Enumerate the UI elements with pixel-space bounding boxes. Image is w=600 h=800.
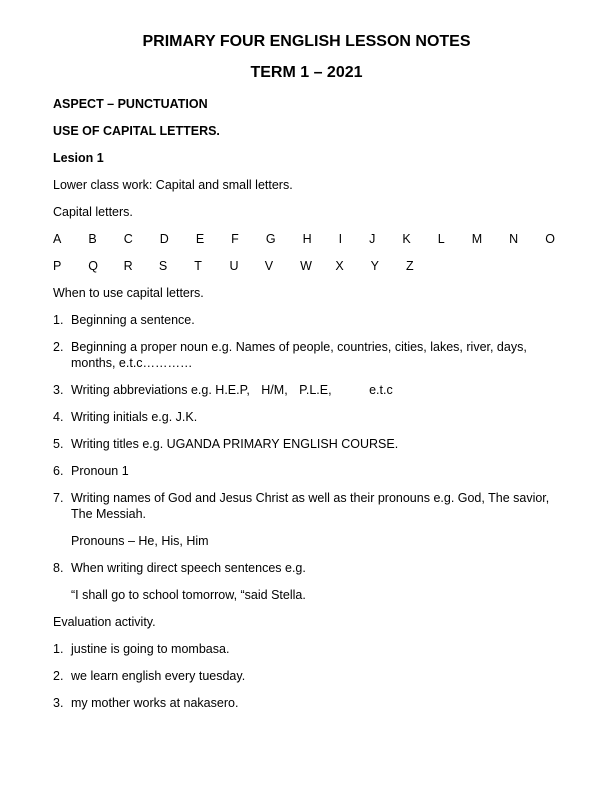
- capital-letters-label: Capital letters.: [53, 205, 133, 219]
- list-item: 1. justine is going to mombasa.: [53, 642, 230, 656]
- when-to-use-label: When to use capital letters.: [53, 286, 204, 300]
- list-item: 1. Beginning a sentence.: [53, 313, 195, 327]
- alphabet-letter: D: [159, 232, 169, 246]
- speech-example: “I shall go to school tomorrow, “said Stella.: [71, 588, 306, 602]
- list-item: 4. Writing initials e.g. J.K.: [53, 410, 198, 424]
- list-item: 2. Beginning a proper noun e.g. Names of people, countries, cities, lakes, river, days, months, e.t.c…………: [53, 340, 527, 370]
- capital-rules-list: [53, 312, 560, 522]
- alphabet-letter: J: [369, 232, 376, 246]
- term-heading: TERM 1 – 2021: [250, 64, 363, 81]
- list-item: 3. Writing abbreviations e.g. H.E.P, H/M, P.L.E, e.t.c: [53, 383, 393, 397]
- alphabet-letter: V: [264, 259, 274, 273]
- list-item: 6. Pronoun 1: [53, 464, 129, 478]
- aspect-heading: ASPECT – PUNCTUATION: [53, 97, 208, 111]
- alphabet-letter: H: [302, 232, 312, 246]
- alphabet-letter: K: [402, 232, 411, 246]
- pronouns-note: Pronouns – He, His, Him: [71, 534, 209, 548]
- alphabet-letter: U: [229, 259, 239, 273]
- list-item: 3. my mother works at nakasero.: [53, 696, 239, 710]
- alphabet-letter: M: [471, 232, 483, 246]
- alphabet-letter: Q: [88, 259, 99, 273]
- alphabet-letter: A: [53, 232, 62, 246]
- alphabet-letter: E: [195, 232, 205, 246]
- alphabet-letter: L: [437, 232, 445, 246]
- list-item: 7. Writing names of God and Jesus Christ as well as their pronouns e.g. God, The savior, The Messiah.: [53, 491, 550, 521]
- capital-rules-list-continued: [53, 560, 560, 576]
- alphabet-letter: W: [300, 259, 312, 273]
- lesson-heading: Lesion 1: [53, 151, 104, 165]
- lower-class-note: Lower class work: Capital and small letters.: [53, 178, 293, 192]
- alphabet-letter: R: [123, 259, 133, 273]
- alphabet-letter: O: [545, 232, 555, 246]
- alphabet-row-1: [53, 231, 560, 247]
- document-title: PRIMARY FOUR ENGLISH LESSON NOTES: [142, 33, 471, 50]
- alphabet-letter: T: [194, 259, 202, 273]
- evaluation-label: Evaluation activity.: [53, 615, 156, 629]
- alphabet-letter: Z: [405, 259, 414, 273]
- alphabet-letter: S: [158, 259, 168, 273]
- alphabet-letter: Y: [370, 259, 380, 273]
- topic-heading: USE OF CAPITAL LETTERS.: [53, 124, 220, 138]
- list-item: 2. we learn english every tuesday.: [53, 669, 246, 683]
- alphabet-letter: X: [335, 259, 344, 273]
- alphabet-letter: I: [338, 232, 343, 246]
- alphabet-row-2: [53, 258, 560, 274]
- alphabet-letter: G: [265, 232, 276, 246]
- alphabet-letter: B: [88, 232, 97, 246]
- alphabet-letter: P: [53, 259, 62, 273]
- list-item: 8. When writing direct speech sentences e.g.: [53, 561, 306, 575]
- alphabet-letter: F: [231, 232, 239, 246]
- list-item: 5. Writing titles e.g. UGANDA PRIMARY ENGLISH COURSE.: [53, 437, 399, 451]
- evaluation-list: [53, 641, 560, 711]
- alphabet-letter: N: [509, 232, 519, 246]
- alphabet-letter: C: [123, 232, 133, 246]
